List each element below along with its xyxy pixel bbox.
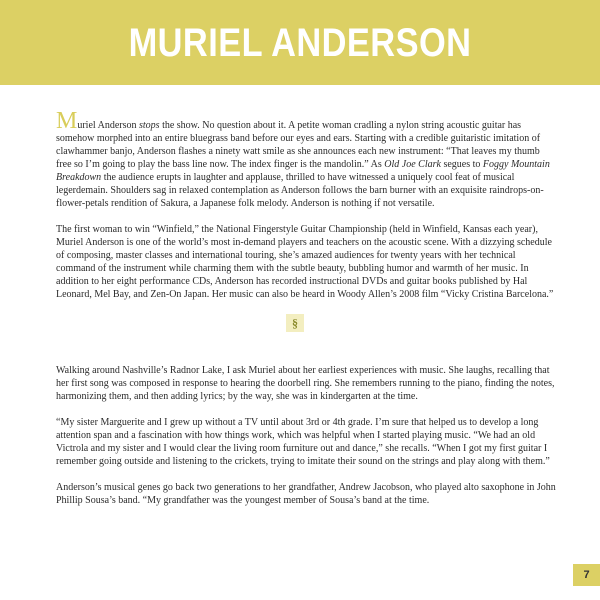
text-run: uriel Anderson [77,120,139,131]
paragraph [56,108,556,210]
text-run: segues to [440,159,483,170]
page-header [0,0,600,85]
paragraph [56,364,556,403]
text-run: the audience erupts in laughter and applause, thrilled to have witnessed a uniquely cool feat of musical legerdemain. Shoulders sag in relaxed contemplation as Anderson follows the barn burner with an exquisite raindrops-on-flower-petals rendition of Sakura, a Japanese folk melody. Anderson is nothing if not versatile. [56,172,544,209]
page-title: MURIEL ANDERSON [128,21,472,65]
italic-text: Old Joe Clark [384,159,441,170]
paragraph [56,481,556,507]
section-symbol: § [286,314,304,332]
paragraph [56,416,556,468]
article-body [56,108,556,520]
italic-text: stops [139,120,160,131]
text-run: “My sister Marguerite and I grew up without a TV until about 3rd or 4th grade. I’m sure that helped us to develop a long attention span and a fascination with how things work, which was helpful when I started playing music. “We had an old Victrola and my sister and I would clear the living room furniture out and dance,” she recalls. “When I got my first guitar I remember going outside and listening to the crickets, trying to imitate their sound on the strings and play along with them.” [56,417,550,467]
text-run: Anderson’s musical genes go back two generations to her grandfather, Andrew Jacobson, who played alto saxophone in John Phillip Sousa’s band. “My grandfather was the youngest member of Sousa’s band at the time. [56,482,556,506]
drop-cap: M [56,108,78,134]
text-run: The first woman to win “Winfield,” the National Fingerstyle Guitar Championship (held in Winfield, Kansas each year), Muriel Anderson is one of the world’s most in-demand players and teachers on the acoustic scene. With a dizzying schedule of composing, master classes and international touring, she’s amazed audiences for twenty years with her technical command of the instrument while charming them with the subtle beauty, bubbling humor and warmth of her music. In addition to her eight performance CDs, Anderson has recorded instructional DVDs and guitar books published by Hal Leonard, Mel Bay, and Zen-On Japan. Her music can also be heard in Woody Allen’s 2008 film “Vicky Cristina Barcelona.” [56,224,554,300]
text-run: the show. No question about it. A petite woman cradling a nylon string acoustic guitar has somehow morphed into an entire bluegrass band before our eyes and ears. Starting with a credible guitaristic imitation of clawhammer banjo, Anderson flashes a ninety watt smile as she announces each new instrument: “That leaves my thumb free so I’m going to play the bass line now. The index finger is the mandolin.” As [56,120,541,170]
paragraph [56,223,556,301]
section-divider [56,314,556,336]
text-run: Walking around Nashville’s Radnor Lake, I ask Muriel about her earliest experiences with music. She laughs, recalling that her first song was composed in response to hearing the doorbell ring. She remembers running to the piano, finding the notes, harmonizing them, and then adding lyrics; by the way, she was in kindergarten at the time. [56,365,555,402]
italic-text: Foggy Mountain Breakdown [56,159,550,183]
page-number: 7 [573,564,600,586]
